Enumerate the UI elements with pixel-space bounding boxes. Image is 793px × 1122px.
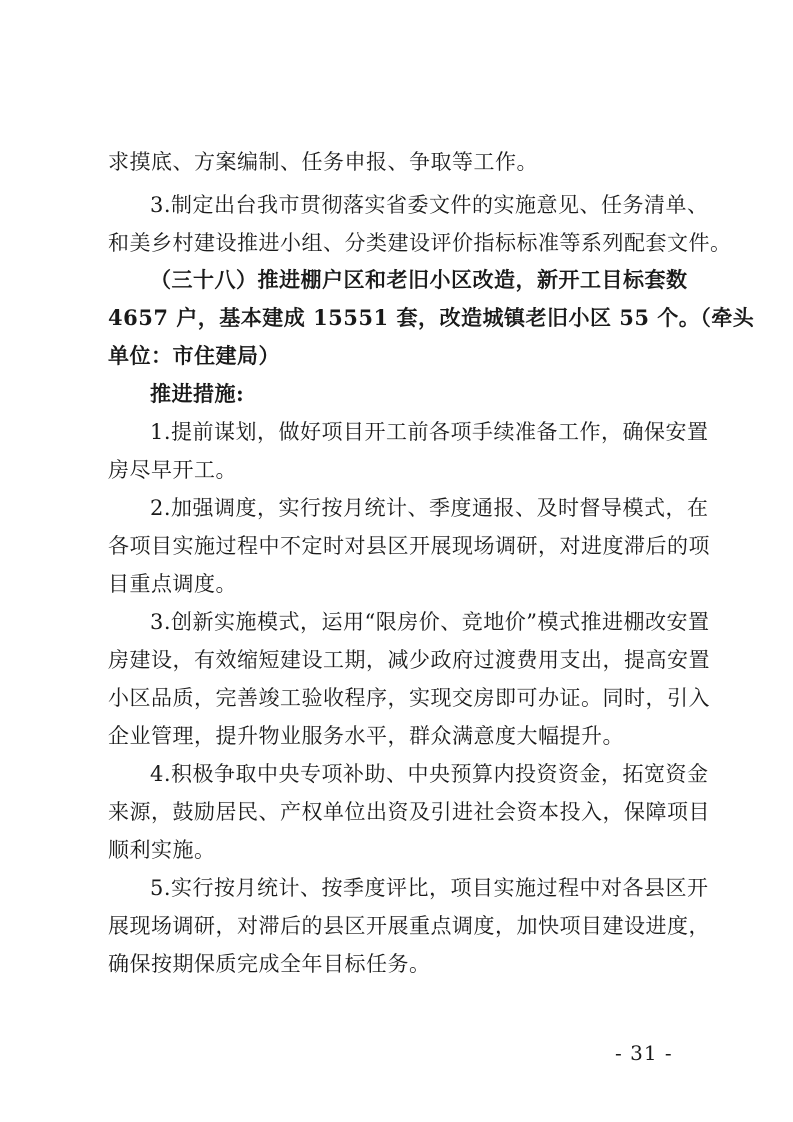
section-heading-line: 4657 户，基本建成 15551 套，改造城镇老旧小区 55 个。（牵头 bbox=[108, 305, 755, 330]
text-line: 3.制定出台我市贯彻落实省委文件的实施意见、任务清单、 bbox=[150, 193, 709, 217]
text-line: 来源，鼓励居民、产权单位出资及引进社会资本投入，保障项目 bbox=[108, 800, 710, 824]
text-line: 确保按期保质完成全年目标任务。 bbox=[108, 952, 431, 976]
text-line: 展现场调研，对滞后的县区开展重点调度，加快项目建设进度， bbox=[108, 914, 710, 938]
text-line: 小区品质，完善竣工验收程序，实现交房即可办证。同时，引入 bbox=[108, 686, 710, 710]
text-line: 企业管理，提升物业服务水平，群众满意度大幅提升。 bbox=[108, 724, 624, 748]
text-line: 4.积极争取中央专项补助、中央预算内投资资金，拓宽资金 bbox=[150, 762, 709, 786]
text-line: 房建设，有效缩短建设工期，减少政府过渡费用支出，提高安置 bbox=[108, 648, 710, 672]
text-line: 各项目实施过程中不定时对县区开展现场调研，对进度滞后的项 bbox=[108, 534, 710, 558]
text-line: 房尽早开工。 bbox=[108, 458, 237, 482]
text-line: 2.加强调度，实行按月统计、季度通报、及时督导模式，在 bbox=[150, 496, 709, 520]
text-line: 和美乡村建设推进小组、分类建设评价指标标准等系列配套文件。 bbox=[108, 231, 732, 255]
text-line: 求摸底、方案编制、任务申报、争取等工作。 bbox=[108, 150, 538, 174]
text-line: 3.创新实施模式，运用“限房价、竞地价”模式推进棚改安置 bbox=[150, 610, 710, 634]
section-heading-line: （三十八）推进棚户区和老旧小区改造，新开工目标套数 bbox=[150, 267, 688, 292]
text-line: 目重点调度。 bbox=[108, 572, 237, 596]
text-line: 1.提前谋划，做好项目开工前各项手续准备工作，确保安置 bbox=[150, 420, 709, 444]
section-heading-line: 单位：市住建局） bbox=[108, 343, 280, 368]
measures-heading: 推进措施: bbox=[150, 381, 245, 406]
page-number: - 31 - bbox=[615, 1041, 673, 1065]
text-line: 5.实行按月统计、按季度评比，项目实施过程中对各县区开 bbox=[150, 876, 709, 900]
text-line: 顺利实施。 bbox=[108, 838, 216, 862]
